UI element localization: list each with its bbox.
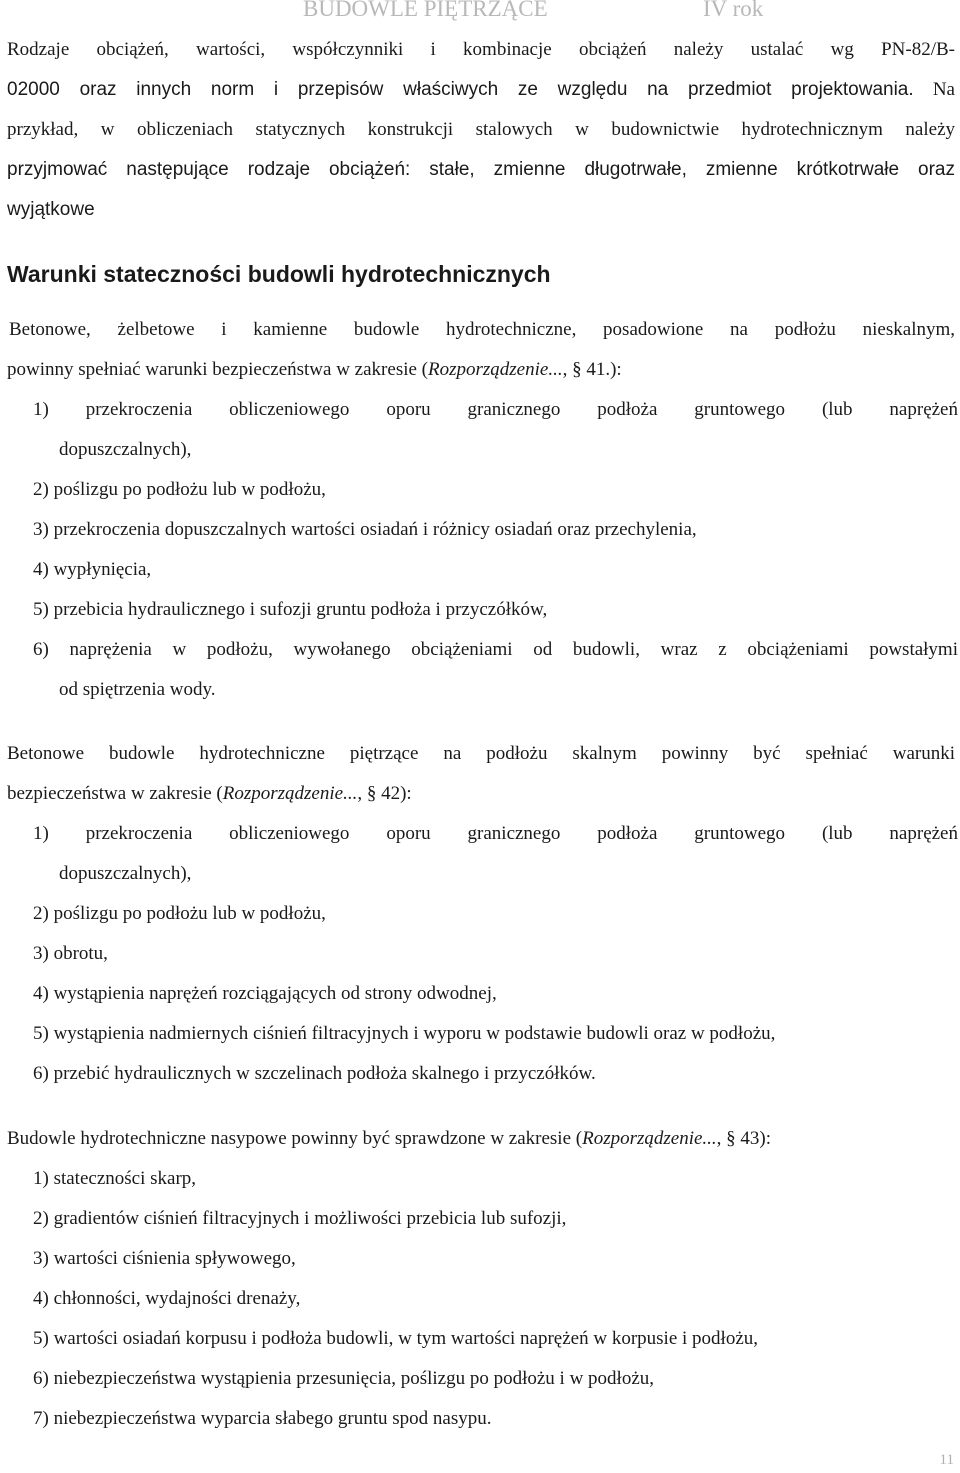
list-item: 5) przebicia hydraulicznego i sufozji gruntu podłoża i przyczółków, — [33, 599, 548, 620]
block3-line-1 — [7, 1119, 955, 1159]
intro-line-2 — [7, 70, 955, 110]
block3-line-1-b: , § 43): — [716, 1128, 772, 1149]
intro-line-1: Rodzaje obciążeń, wartości, współczynniki i kombinacje obciążeń należy ustalać wg PN-82/B- — [7, 39, 955, 60]
regulation-reference: Rozporządzenie... — [222, 783, 358, 804]
list-item: dopuszczalnych), — [59, 863, 192, 884]
header-year: IV rok — [703, 0, 764, 21]
list-item: 7) niebezpieczeństwa wyparcia słabego gruntu spod nasypu. — [33, 1408, 492, 1429]
list-item: 4) wypłynięcia, — [33, 559, 152, 580]
intro-line-2-text: 02000 oraz innych norm i przepisów właściwych ze względu na przedmiot projektowania. — [7, 79, 914, 100]
block1-line-2-a: powinny spełniać warunki bezpieczeństwa w zakresie ( — [7, 359, 428, 380]
block1-line-2-b: , § 41.): — [562, 359, 622, 380]
list-item: 1) przekroczenia obliczeniowego oporu granicznego podłoża gruntowego (lub naprężeń — [33, 399, 958, 420]
block1-line-1: Betonowe, żelbetowe i kamienne budowle hydrotechniczne, posadowione na podłożu nieskalnym, — [9, 319, 955, 340]
list-item: 6) niebezpieczeństwa wystąpienia przesunięcia, poślizgu po podłożu i w podłożu, — [33, 1368, 654, 1389]
list-item: od spiętrzenia wody. — [59, 679, 216, 700]
intro-line-2-end: Na — [913, 79, 955, 100]
intro-line-3: przykład, w obliczeniach statycznych konstrukcji stalowych w budownictwie hydrotechnicznym należy — [7, 119, 955, 140]
block1-list — [33, 390, 958, 710]
list-item: 3) obrotu, — [33, 943, 108, 964]
block2-line-2-b: , § 42): — [357, 783, 412, 804]
block2-line-2-a: bezpieczeństwa w zakresie ( — [7, 783, 223, 804]
list-item: 6) przebić hydraulicznych w szczelinach podłoża skalnego i przyczółków. — [33, 1063, 596, 1084]
block3-list — [33, 1159, 958, 1439]
list-item: 3) przekroczenia dopuszczalnych wartości osiadań i różnicy osiadań oraz przechylenia, — [33, 519, 697, 540]
list-item: 2) poślizgu po podłożu lub w podłożu, — [33, 479, 326, 500]
intro-line-4: przyjmować następujące rodzaje obciążeń: stałe, zmienne długotrwałe, zmienne krótkotrwałe oraz — [7, 159, 955, 180]
list-item: 2) gradientów ciśnień filtracyjnych i możliwości przebicia lub sufozji, — [33, 1208, 567, 1229]
block1-line-2 — [7, 350, 955, 390]
list-item: 1) przekroczenia obliczeniowego oporu granicznego podłoża gruntowego (lub naprężeń — [33, 823, 958, 844]
list-item: dopuszczalnych), — [59, 439, 192, 460]
regulation-reference: Rozporządzenie... — [428, 359, 563, 380]
list-item: 3) wartości ciśnienia spływowego, — [33, 1248, 296, 1269]
page-header — [0, 0, 960, 25]
section-heading: Warunki stateczności budowli hydrotechnicznych — [7, 261, 551, 287]
block2-line-2 — [7, 774, 955, 814]
list-item: 5) wartości osiadań korpusu i podłoża budowli, w tym wartości naprężeń w korpusie i podłożu, — [33, 1328, 759, 1349]
intro-line-5: wyjątkowe — [7, 199, 95, 220]
header-title: BUDOWLE PIĘTRZĄCE — [303, 0, 548, 21]
list-item: 4) chłonności, wydajności drenaży, — [33, 1288, 301, 1309]
block3-line-1-a: Budowle hydrotechniczne nasypowe powinny być sprawdzone w zakresie ( — [7, 1128, 583, 1149]
list-item: 4) wystąpienia naprężeń rozciągających od strony odwodnej, — [33, 983, 497, 1004]
regulation-reference: Rozporządzenie... — [582, 1128, 717, 1149]
block2-line-1: Betonowe budowle hydrotechniczne piętrzące na podłożu skalnym powinny być spełniać warunki — [7, 743, 955, 764]
page-number: 11 — [939, 1452, 954, 1468]
list-item: 5) wystąpienia nadmiernych ciśnień filtracyjnych i wyporu w podstawie budowli oraz w podłożu, — [33, 1023, 776, 1044]
list-item: 1) stateczności skarp, — [33, 1168, 197, 1189]
list-item: 6) naprężenia w podłożu, wywołanego obciążeniami od budowli, wraz z obciążeniami powstałymi — [33, 639, 958, 660]
list-item: 2) poślizgu po podłożu lub w podłożu, — [33, 903, 326, 924]
block2-list — [33, 814, 958, 1094]
